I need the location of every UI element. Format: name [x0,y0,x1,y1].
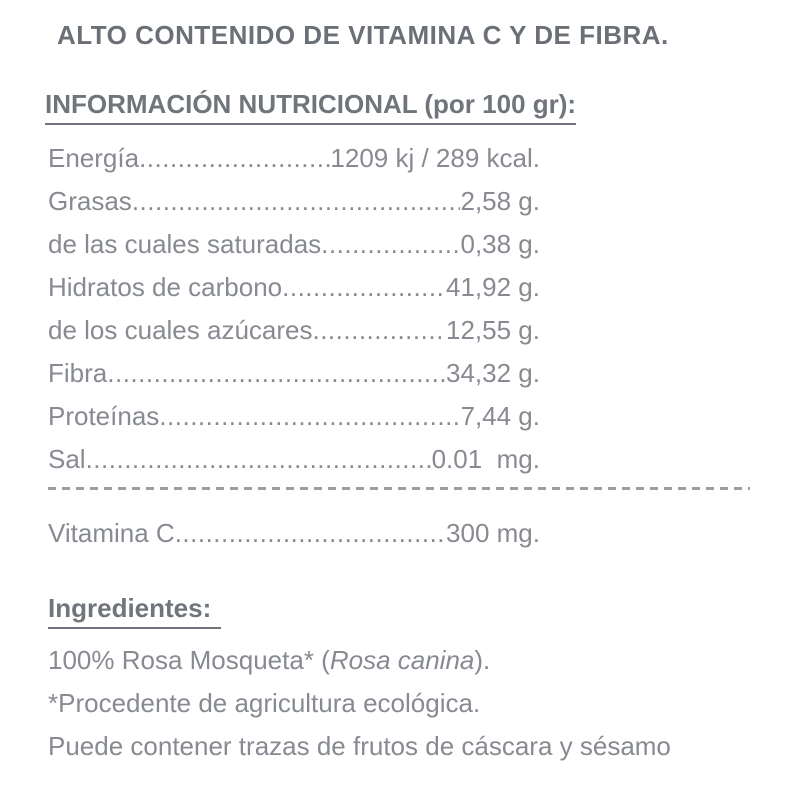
ingredients-text-suffix: ). [474,645,491,675]
row-label: Hidratos de carbono [48,272,283,302]
ingredients-latin-name: Rosa canina [329,645,475,675]
dot-leader [175,518,446,549]
nutrition-row-fat [48,186,540,216]
dot-leader [132,186,461,217]
ingredients-line-main [48,645,800,675]
nutrition-section-heading: INFORMACIÓN NUTRICIONAL (por 100 gr): [45,89,576,125]
row-label: Vitamina C [48,518,175,548]
ingredients-section-heading: Ingredientes: [48,593,221,629]
row-label: de las cuales saturadas [48,229,322,259]
nutrition-row-salt [48,444,540,474]
row-label: Fibra [48,358,108,388]
ingredients-line-allergen-note: Puede contener trazas de frutos de cáscara y sésamo [48,731,671,761]
ingredients-text-prefix: 100% Rosa Mosqueta* ( [48,645,330,675]
dot-leader [107,358,446,389]
row-label: Proteínas [48,401,160,431]
row-label: de los cuales azúcares [48,315,313,345]
row-value: 41,92 g. [446,272,540,302]
dot-leader [86,444,432,475]
dashed-divider [48,487,750,490]
row-value: 7,44 g. [460,401,540,431]
row-value: 12,55 g. [446,315,540,345]
row-value: 1209 kj / 289 kcal. [330,143,540,173]
nutrition-row-energy [48,143,540,173]
nutrition-row-vitamin-c [48,518,540,548]
row-value: 2,58 g. [460,186,540,216]
row-value: 34,32 g. [446,358,540,388]
nutrition-row-saturated-fat [48,229,540,259]
nutrition-row-protein [48,401,540,431]
row-label: Energía [48,143,140,173]
dot-leader [321,229,460,260]
dot-leader [312,315,446,346]
nutrition-row-sugars [48,315,540,345]
dot-leader [282,272,446,303]
row-value: 0.01 mg. [431,444,540,474]
row-value: 300 mg. [446,518,540,548]
nutrition-row-carbohydrates [48,272,540,302]
row-label: Grasas [48,186,132,216]
vitamin-table [48,518,540,548]
ingredients-line-organic-note: *Procedente de agricultura ecológica. [48,688,481,718]
page-title: ALTO CONTENIDO DE VITAMINA C Y DE FIBRA. [57,20,669,50]
dot-leader [139,143,330,174]
nutrition-table [48,143,540,474]
nutrition-row-fiber [48,358,540,388]
row-label: Sal [48,444,86,474]
dot-leader [159,401,460,432]
row-value: 0,38 g. [460,229,540,259]
